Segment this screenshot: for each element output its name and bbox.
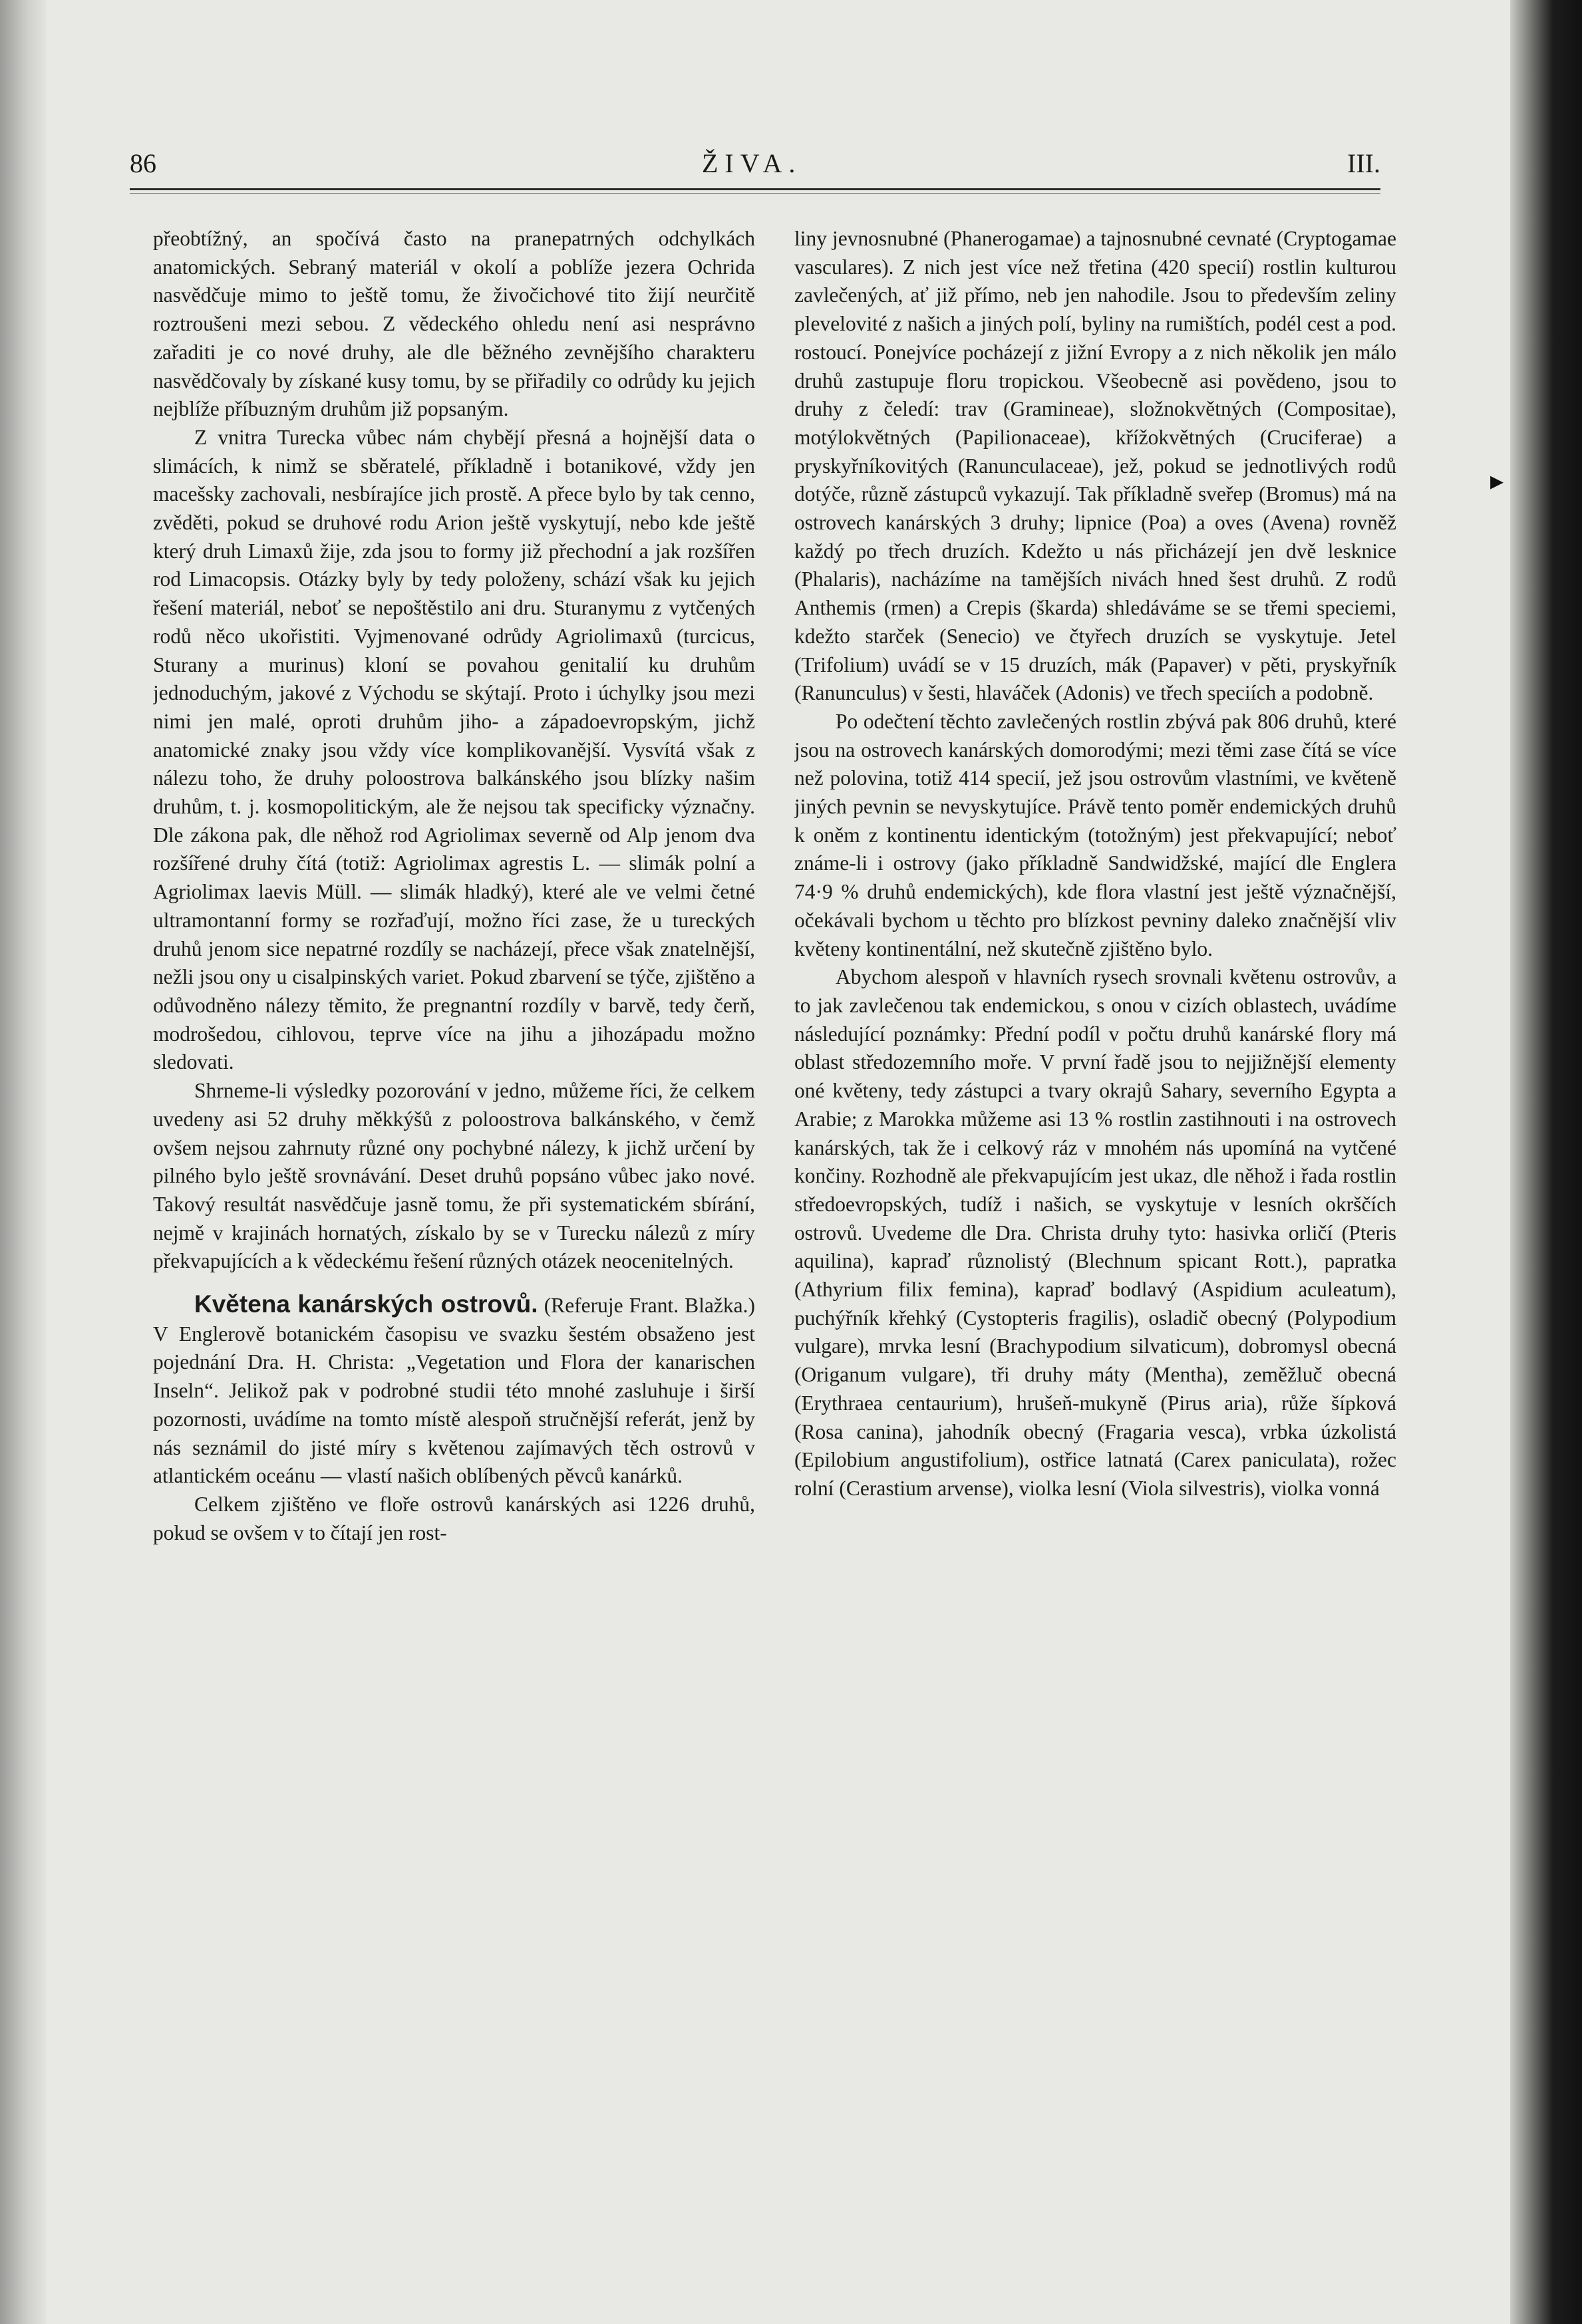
- paragraph: Celkem zjištěno ve floře ostrovů kanárských asi 1226 druhů, pokud se ovšem v to čítají jen rost-: [153, 1492, 755, 1544]
- running-header: [130, 148, 1380, 188]
- header-rule: [130, 188, 1380, 190]
- right-column: [794, 225, 1396, 2220]
- paragraph: liny jevnosnubné (Phanerogamae) a tajnosnubné cevnaté (Cryptogamae vasculares). Z nich jest více než třetina (420 specií) rostlin kulturou zavlečených, ať již přímo, neb jen nahodile. Jsou to především zeliny plevelovité z našich a jiných polí, byliny na rumištích, podél cest a pod. rostoucí. Ponejvíce pocházejí z jižní Evropy a z nich několik jen málo druhů zastupuje floru tropickou. Všeobecně asi povědeno, jsou to druhy z čeledí: trav (Gramineae), složnokvětných (Compositae), motýlokvětných (Papilionaceae), křížokvětných (Cruciferae) a pryskyřníkovitých (Ranunculaceae), jež, pokud se jednotlivých rodů dotýče, různě zástupců vykazují. Tak příkladně sveřep (Bromus) má na ostrovech kanárských 3 druhy; lipnice (Poa) a oves (Avena) rovněž každý po třech druzích. Kdežto u nás přicházejí jen dvě lesknice (Phalaris), nacházíme na tamějších nivách hned šest druhů. Z rodů Anthemis (rmen) a Crepis (škarda) shledáváme se se třemi speciemi, kdežto starček (Senecio) ve čtyřech druzích se vyskytuje. Jetel (Trifolium) uvádí se v 15 druzích, mák (Papaver) v pěti, pryskyřník (Ranunculus) v šesti, hlaváček (Adonis) ve třech speciích a podobně.: [794, 227, 1396, 705]
- paragraph: Z vnitra Turecka vůbec nám chybějí přesná a hojnější data o slimácích, k nimž se sběratelé, příkladně i botanikové, vždy jen macešsky zachovali, nesbírajíce jich prostě. A přece bylo by tak cenno, zvěděti, pokud se druhové rodu Arion ještě vyskytují, nebo kde ještě který druh Limaxů žije, zda jsou to formy již přechodní a jak rozšířen rod Limacopsis. Otázky byly by tedy položeny, schází však ku jejich řešení materiál, neboť se nepoštěstilo ani dru. Sturanymu z vytčených rodů něco ukořistiti. Vyjmenované odrůdy Agriolimaxů (turcicus, Sturany a murinus) kloní se povahou genitalií ku druhům jednoduchým, jakové z Východu se skýtají. Proto i úchylky jsou mezi nimi jen malé, oproti druhům jiho- a západoevropským, jichž anatomické znaky jsou vždy více komplikovanější. Vysvítá však z nálezu toho, že druhy poloostrova balkánského jsou blízky našim druhům, t. j. kosmopolitickým, ale že nejsou tak specificky význačny. Dle zákona pak, dle něhož rod Agriolimax severně od Alp jenom dva rozšířené druhy čítá (totiž: Agriolimax agrestis L. — slimák polní a Agriolimax laevis Müll. — slimák hladký), které ale ve velmi četné ultramontanní formy se rozřaďují, možno říci zase, že u tureckých druhů jenom sice nepatrné rozdíly se nacházejí, přece však znatelnější, nežli jsou ony u cisalpinských variet. Pokud zbarvení se týče, zjištěno a odůvodněno nálezy těmito, že pregnantní rozdíly v barvě, tedy čerň, modrošedou, cihlovou, teprve více na jihu a jihozápadu možno sledovati.: [153, 425, 755, 1074]
- journal-title: ŽIVA.: [702, 148, 802, 178]
- article-intro: (Referuje Frant. Blažka.) V Englerově botanickém časopisu ve svazku šestém obsaženo jest pojednání Dra. H. Christa: „Vegetation und Flora der kanarischen Inseln“. Jelikož pak v podrobné studii této mnohé zasluhuje i širší pozornosti, uvádíme na tomto místě alespoň stručnější referát, jenž by nás seznámil do jisté míry s květenou zajímavých těch ostrovů v atlantickém oceánu — vlastí našich oblíbených pěvců kanárků.: [153, 1294, 755, 1488]
- article-title: Květena kanárských ostrovů.: [194, 1290, 538, 1318]
- paragraph: Po odečtení těchto zavlečených rostlin zbývá pak 806 druhů, které jsou na ostrovech kanárských domorodými; mezi těmi zase čítá se více než polovina, totiž 414 specií, jež jsou ostrovům vlastními, ve květeně jiných pevnin se nevyskytujíce. Právě tento poměr endemických druhů k oněm z kontinentu identickým (totožným) jest překvapující; neboť známe-li i ostrovy (jako příkladně Sandwidžské, mající dle Englera 74·9 % druhů endemických), kde flora vlastní jest ještě význačnější, očekávali bychom u těchto pro blízkost pevniny daleko značnější vliv květeny kontinentální, než skutečně zjištěno bylo.: [794, 709, 1396, 960]
- paragraph: přeobtížný, an spočívá často na pranepatrných odchylkách anatomických. Sebraný materiál v okolí a poblíže jezera Ochrida nasvědčuje mimo to ještě tomu, že živočichové tito žijí neurčitě roztroušeni mezi sebou. Z vědeckého ohledu není asi nesprávno zařaditi je co nové druhy, ale dle běžného zevnějšího charakteru nasvědčovaly by získané kusy tomu, by se přiřadily co odrůdy ku jejich nejblíže příbuzným druhům již popsaným.: [153, 227, 755, 421]
- paragraph: Shrneme-li výsledky pozorování v jedno, můžeme říci, že celkem uvedeny asi 52 druhy měkkýšů z poloostrova balkánského, v čemž ovšem nejsou zahrnuty různé ony pochybné nálezy, k jichž určení by pilného bylo ještě srovnávání. Deset druhů popsáno vůbec jako nové. Takový resultát nasvědčuje jasně tomu, že při systematickém sbírání, nejmě v krajinách hornatých, získalo by se v Turecku nálezů z míry překvapujících a k vědeckému řešení různých otázek neocenitelných.: [153, 1079, 755, 1273]
- scan-left-margin: [0, 0, 47, 2324]
- paragraph: Abychom alespoň v hlavních rysech srovnali květenu ostrovův, a to jak zavlečenou tak endemickou, s onou v cizích oblastech, uvádíme následující poznámky: Přední podíl v počtu druhů kanárské flory má oblast středozemního moře. V první řadě jsou to nejjižnější elementy oné květeny, tedy zástupci a tvary okrajů Sahary, severního Egypta a Arabie; z Marokka můžeme asi 13 % rostlin zastihnouti i na ostrovech kanárských, tak že i celkový ráz v mnohém nás upomíná na vytčené končiny. Rozhodně ale překvapujícím jest ukaz, dle něhož i řada rostlin středoevropských, tudíž i našich, se vyskytuje v lesních okrščích ostrovů. Uvedeme dle Dra. Christa druhy tyto: hasivka orličí (Pteris aquilina), kapraď různolistý (Blechnum spicant Rott.), papratka (Athyrium filix femina), kapraď bodlavý (Aspidium aculeatum), puchýřník křehký (Cystopteris fragilis), osladič obecný (Polypodium vulgare), mrvka lesní (Brachypodium silvaticum), dobromysl obecná (Origanum vulgare), tři druhy máty (Mentha), zeměžluč obecná (Erythraea centaurium), hrušeň-mukyně (Pirus aria), růže šípková (Rosa canina), jahodník obecný (Fragaria vesca), vrbka úzkolistá (Epilobium angustifolium), ostřice latnatá (Carex paniculata), rožec rolní (Cerastium arvense), violka lesní (Viola silvestris), violka vonná: [794, 965, 1396, 1500]
- page-number: 86: [130, 148, 156, 178]
- scan-right-shadow: [1509, 0, 1582, 2324]
- header-rule-thin: [130, 193, 1380, 194]
- article-paragraph: [153, 1290, 755, 1491]
- binding-mark-icon: ▸: [1490, 466, 1504, 496]
- left-column: [153, 225, 755, 2220]
- volume-number: III.: [1347, 148, 1380, 178]
